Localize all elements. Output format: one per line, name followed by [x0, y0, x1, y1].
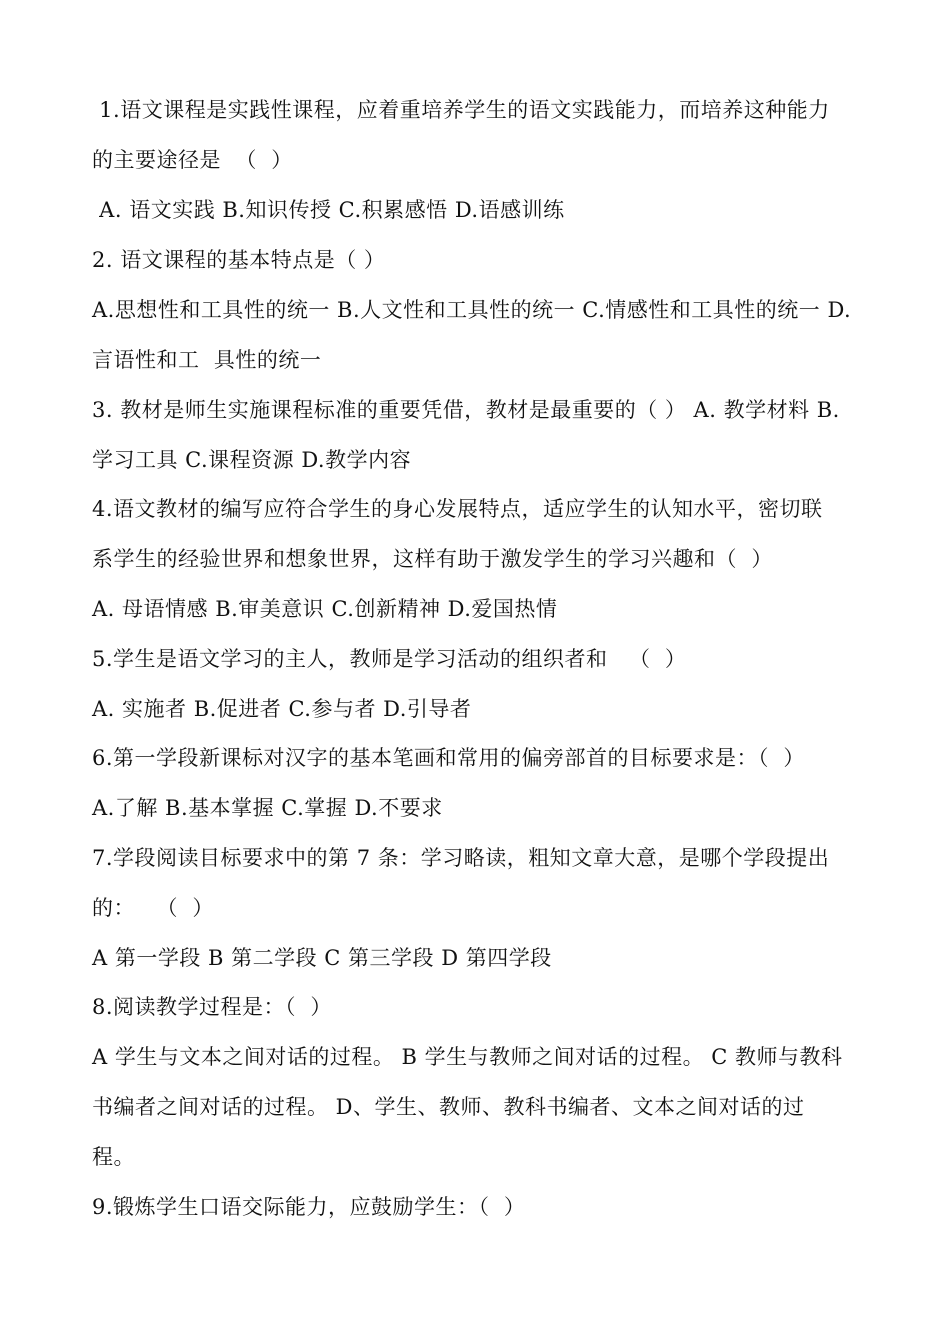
question-7-line-2: 的： （ ）: [92, 896, 214, 920]
question-6-stem: 6.第一学段新课标对汉字的基本笔画和常用的偏旁部首的目标要求是：（ ）: [92, 746, 805, 770]
question-4-line-2: 系学生的经验世界和想象世界，这样有助于激发学生的学习兴趣和（ ）: [92, 547, 773, 571]
question-2-options-line-1: A.思想性和工具性的统一 B.人文性和工具性的统一 C.情感性和工具性的统一 D.: [92, 298, 852, 322]
question-8-options-line-3: 程。: [92, 1145, 135, 1169]
question-3-line-2: 学习工具 C.课程资源 D.教学内容: [92, 448, 412, 472]
question-6-options: A.了解 B.基本掌握 C.掌握 D.不要求: [92, 796, 443, 820]
question-3-line-1: 3. 教材是师生实施课程标准的重要凭借，教材是最重要的（ ） A. 教学材料 B.: [92, 398, 840, 422]
question-2-options-line-2: 言语性和工 具性的统一: [92, 348, 322, 372]
question-7-line-1: 7.学段阅读目标要求中的第 7 条：学习略读，粗知文章大意，是哪个学段提出: [92, 846, 830, 870]
question-2-stem: 2. 语文课程的基本特点是（ ）: [92, 248, 386, 272]
question-1-line-2: 的主要途径是 （ ）: [92, 148, 293, 172]
question-8-options-line-1: A 学生与文本之间对话的过程。 B 学生与教师之间对话的过程。 C 教师与教科: [92, 1045, 843, 1069]
question-4-line-1: 4.语文教材的编写应符合学生的身心发展特点，适应学生的认知水平，密切联: [92, 497, 823, 521]
question-1-options: A. 语文实践 B.知识传授 C.积累感悟 D.语感训练: [92, 198, 565, 222]
question-8-stem: 8.阅读教学过程是：（ ）: [92, 995, 332, 1019]
question-5-options: A. 实施者 B.促进者 C.参与者 D.引导者: [92, 697, 472, 721]
question-7-options: A 第一学段 B 第二学段 C 第三学段 D 第四学段: [92, 946, 552, 970]
question-8-options-line-2: 书编者之间对话的过程。 D、学生、教师、教科书编者、文本之间对话的过: [92, 1095, 805, 1119]
question-4-options: A. 母语情感 B.审美意识 C.创新精神 D.爱国热情: [92, 597, 558, 621]
question-5-stem: 5.学生是语文学习的主人，教师是学习活动的组织者和 （ ）: [92, 647, 687, 671]
question-9-stem: 9.锻炼学生口语交际能力，应鼓励学生：（ ）: [92, 1195, 526, 1219]
question-1-line-1: 1.语文课程是实践性课程，应着重培养学生的语文实践能力，而培养这种能力: [92, 98, 830, 122]
